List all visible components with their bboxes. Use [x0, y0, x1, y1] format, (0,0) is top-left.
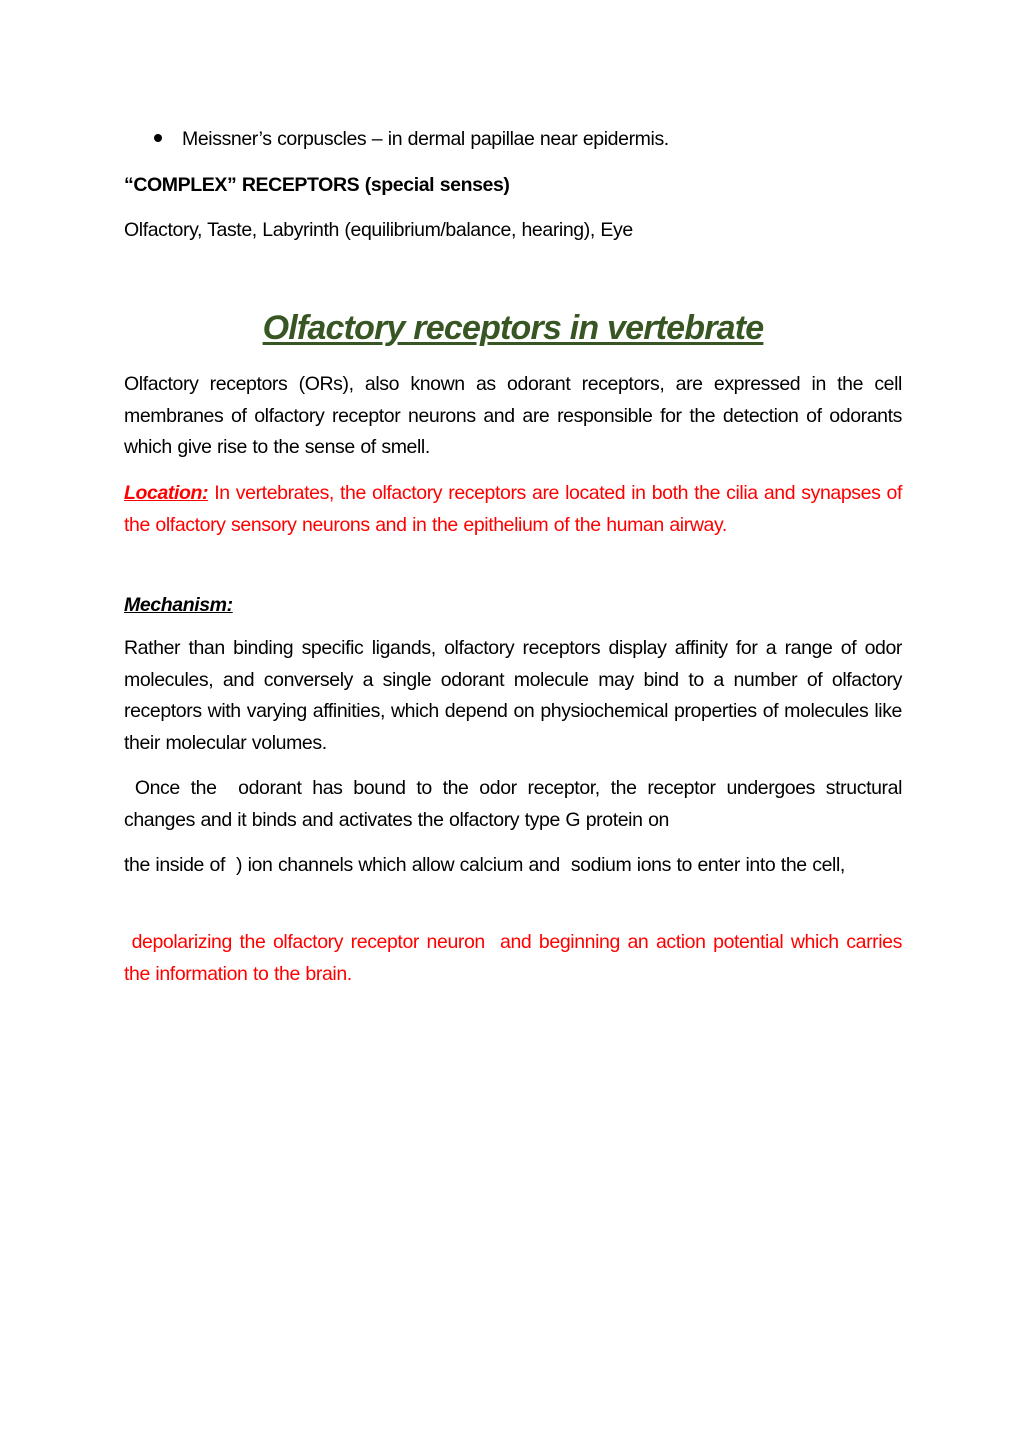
mechanism-paragraph-2: Once the odorant has bound to the odor receptor, the receptor undergoes structural changes and it binds and activates the olfactory type G protein on [124, 777, 914, 831]
location-paragraph [124, 478, 902, 541]
bullet-item-text: Meissner’s corpuscles – in dermal papillae near epidermis. [182, 128, 669, 150]
section-heading: Olfactory receptors in vertebrate [262, 309, 764, 347]
mechanism-paragraph-4: depolarizing the olfactory receptor neuron and beginning an action potential which carries the information to the brain. [124, 931, 908, 985]
complex-receptors-title: “COMPLEX” RECEPTORS (special senses) [124, 174, 510, 196]
bullet-dot-icon [154, 134, 162, 142]
location-text: In vertebrates, the olfactory receptors are located in both the cilia and synapses of the olfactory sensory neurons and in the epithelium of the human airway. [124, 482, 902, 536]
location-label: Location: [124, 482, 209, 504]
mechanism-paragraph-1: Rather than binding specific ligands, olfactory receptors display affinity for a range of odor molecules, and conversely a single odorant molecule may bind to a number of olfactory receptors with varying affinities, which depend on physiochemical properties of molecules like their molecular volumes. [124, 637, 902, 754]
intro-paragraph: Olfactory receptors (ORs), also known as odorant receptors, are expressed in the cell membranes of olfactory receptor neurons and are responsible for the detection of odorants which give rise to the sense of smell. [124, 373, 902, 458]
complex-receptors-list: Olfactory, Taste, Labyrinth (equilibrium/balance, hearing), Eye [124, 219, 633, 241]
bullet-list-item [154, 124, 669, 156]
mechanism-label: Mechanism: [124, 594, 233, 616]
mechanism-paragraph-3: the inside of ) ion channels which allow calcium and sodium ions to enter into the cell, [124, 854, 845, 876]
